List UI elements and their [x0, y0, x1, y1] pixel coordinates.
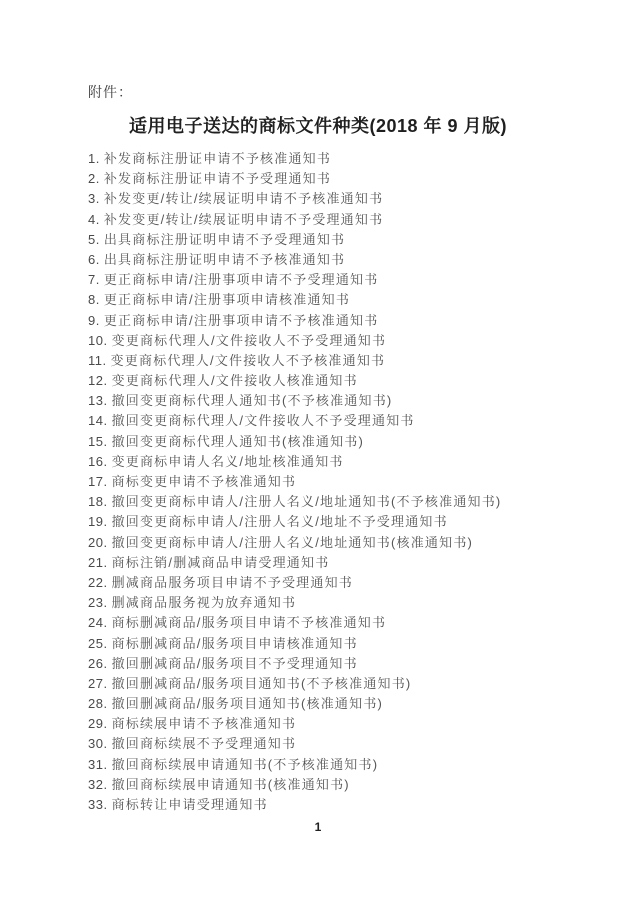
list-item-text: 撤回商标续展申请通知书(核准通知书)	[111, 776, 350, 792]
list-item-text: 撤回删减商品/服务项目不予受理通知书	[111, 655, 358, 671]
list-item	[88, 775, 596, 795]
list-item-number: 9.	[88, 312, 100, 328]
list-item	[88, 250, 596, 270]
list-item-number: 11.	[88, 352, 107, 368]
list-item-text: 变更商标代理人/文件接收人核准通知书	[111, 373, 358, 389]
list-item	[88, 573, 596, 593]
list-item-text: 补发变更/转让/续展证明申请不予受理通知书	[103, 211, 384, 227]
list-item-number: 1.	[88, 151, 100, 166]
list-item-text: 出具商标注册证明申请不予受理通知书	[103, 231, 346, 247]
list-item-number: 4.	[88, 211, 100, 227]
list-item-text: 删减商品服务项目申请不予受理通知书	[111, 574, 353, 590]
list-item-number: 12.	[88, 373, 108, 389]
list-item	[88, 553, 596, 573]
list-item-text: 变更商标代理人/文件接收人不予核准通知书	[110, 352, 386, 368]
page-number: 1	[314, 820, 322, 834]
list-item-text: 撤回变更商标代理人/文件接收人不予受理通知书	[111, 413, 415, 429]
list-item-number: 28.	[88, 696, 108, 712]
list-item	[88, 411, 596, 431]
list-item-text: 撤回删减商品/服务项目通知书(不予核准通知书)	[111, 675, 412, 691]
list-item	[88, 149, 596, 169]
list-item	[88, 371, 596, 391]
list-item-number: 16.	[88, 453, 108, 469]
list-item-number: 31.	[88, 756, 108, 772]
list-item	[88, 391, 596, 411]
list-item	[88, 714, 596, 734]
list-item-text: 撤回商标续展申请通知书(不予核准通知书)	[111, 756, 379, 772]
list-item-number: 6.	[88, 251, 100, 267]
list-item-number: 19.	[88, 514, 108, 530]
list-item-number: 23.	[88, 595, 108, 611]
list-item-number: 22.	[88, 574, 108, 590]
list-item-text: 撤回商标续展不予受理通知书	[111, 736, 297, 752]
list-item-number: 32.	[88, 776, 108, 792]
list-item-text: 商标转让申请受理通知书	[111, 797, 268, 812]
list-item-text: 商标删减商品/服务项目申请核准通知书	[111, 635, 358, 651]
list-item	[88, 452, 596, 472]
list-item-text: 更正商标申请/注册事项申请不予受理通知书	[103, 272, 379, 288]
list-item	[88, 189, 596, 209]
list-item-text: 撤回变更商标代理人通知书(不予核准通知书)	[111, 393, 393, 409]
list-item	[88, 512, 596, 532]
list-item	[88, 311, 596, 331]
list-item-number: 26.	[88, 655, 108, 671]
list-item	[88, 755, 596, 775]
list-item-number: 24.	[88, 615, 108, 631]
list-item	[88, 210, 596, 230]
list-item-text: 撤回变更商标代理人通知书(核准通知书)	[111, 433, 365, 449]
list-item	[88, 290, 596, 310]
list-item	[88, 613, 596, 633]
list-item	[88, 472, 596, 492]
list-item-text: 商标删减商品/服务项目申请不予核准通知书	[111, 615, 387, 631]
list-item	[88, 593, 596, 613]
list-item-text: 商标变更申请不予核准通知书	[111, 474, 297, 489]
list-item-number: 29.	[88, 716, 108, 732]
list-item-text: 出具商标注册证明申请不予核准通知书	[103, 251, 346, 267]
list-item-text: 撤回变更商标申请人/注册人名义/地址通知书(不予核准通知书)	[111, 494, 502, 510]
list-item-text: 更正商标申请/注册事项申请不予核准通知书	[103, 312, 379, 328]
list-item	[88, 270, 596, 290]
list-item	[88, 654, 596, 674]
list-item-number: 21.	[88, 554, 108, 570]
list-item-number: 7.	[88, 272, 100, 288]
list-item-number: 8.	[88, 292, 100, 308]
attachment-label: 附件：	[88, 84, 133, 100]
list-item	[88, 694, 596, 714]
list-item-text: 变更商标申请人名义/地址核准通知书	[111, 453, 344, 469]
list-item	[88, 230, 596, 250]
list-item-number: 5.	[88, 231, 100, 247]
list-item-text: 补发商标注册证申请不予受理通知书	[103, 171, 332, 187]
list-item	[88, 331, 596, 351]
list-item	[88, 492, 596, 512]
list-item-text: 更正商标申请/注册事项申请核准通知书	[103, 292, 351, 308]
list-item-text: 撤回删减商品/服务项目通知书(核准通知书)	[111, 696, 384, 712]
list-item	[88, 351, 596, 371]
list-item-text: 变更商标代理人/文件接收人不予受理通知书	[111, 332, 387, 348]
list-item-number: 2.	[88, 171, 100, 187]
list-item-number: 15.	[88, 433, 108, 449]
list-item-number: 10.	[88, 332, 108, 348]
list-item	[88, 795, 596, 815]
list-item	[88, 674, 596, 694]
list-item	[88, 734, 596, 754]
list-item	[88, 169, 596, 189]
list-item-text: 补发商标注册证申请不予核准通知书	[103, 151, 332, 166]
list-item	[88, 533, 596, 553]
list-item-text: 商标注销/删减商品申请受理通知书	[111, 554, 330, 570]
list-item-number: 27.	[88, 675, 108, 691]
list-item-number: 25.	[88, 635, 108, 651]
list-item-text: 撤回变更商标申请人/注册人名义/地址不予受理通知书	[111, 514, 448, 530]
list-item-number: 33.	[88, 797, 108, 812]
list-item-number: 14.	[88, 413, 108, 429]
list-item-number: 3.	[88, 191, 100, 207]
list-item-number: 20.	[88, 534, 108, 550]
list-item	[88, 634, 596, 654]
list-item-number: 30.	[88, 736, 108, 752]
list-item-number: 17.	[88, 474, 108, 489]
document-list	[88, 149, 596, 815]
page-title: 适用电子送达的商标文件种类(2018 年 9 月版)	[128, 116, 508, 136]
list-item-text: 删减商品服务视为放弃通知书	[111, 595, 297, 611]
list-item-text: 商标续展申请不予核准通知书	[111, 716, 297, 732]
list-item-number: 13.	[88, 393, 108, 409]
list-item	[88, 432, 596, 452]
list-item-number: 18.	[88, 494, 108, 510]
list-item-text: 补发变更/转让/续展证明申请不予核准通知书	[103, 191, 384, 207]
list-item-text: 撤回变更商标申请人/注册人名义/地址通知书(核准通知书)	[111, 534, 474, 550]
